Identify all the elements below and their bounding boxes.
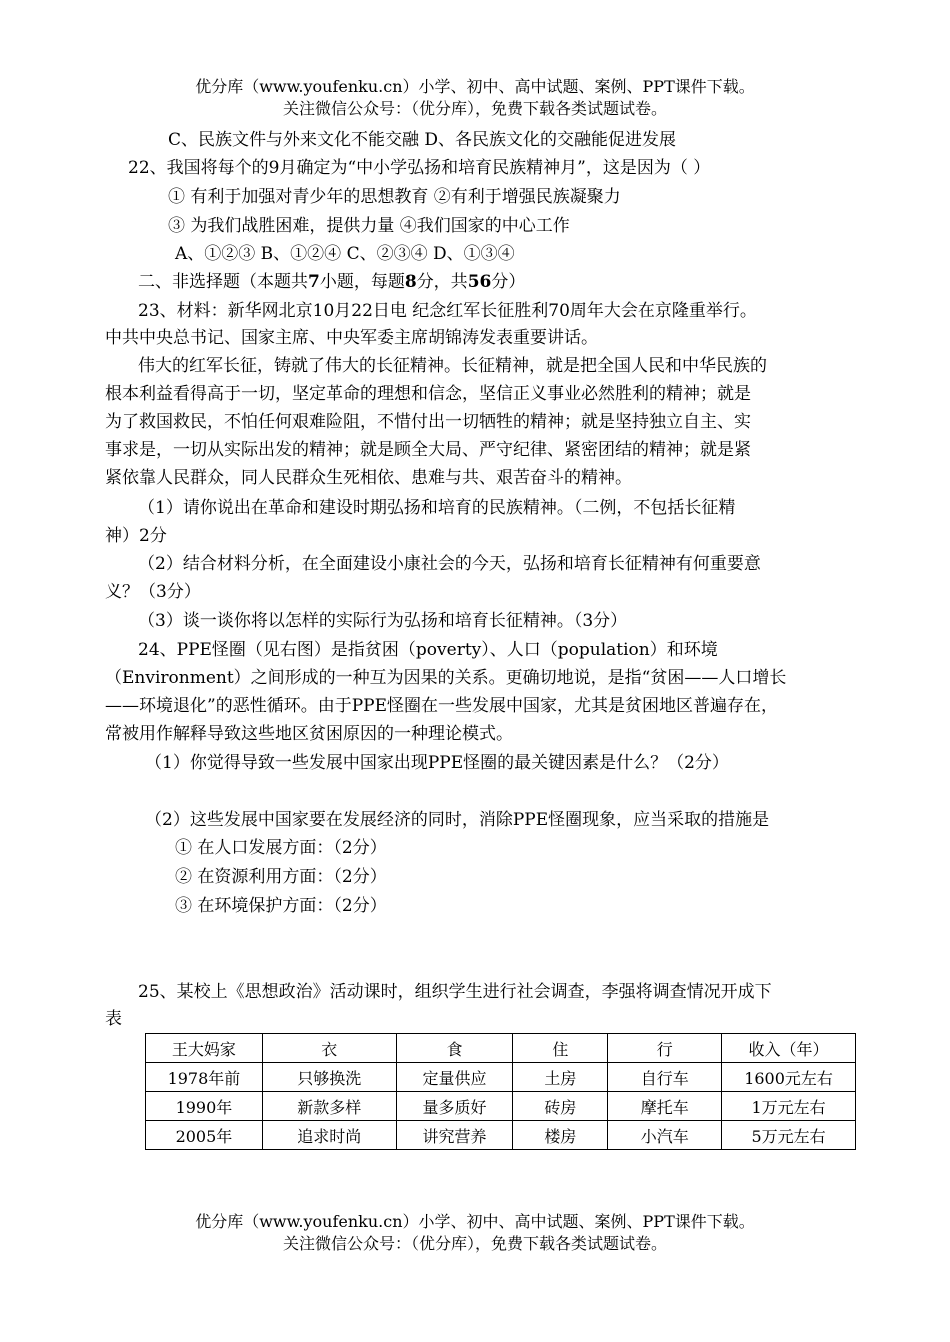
table-header-row — [146, 1034, 856, 1063]
q23-paragraph-line-2: 根本利益看得高于一切，坚定革命的理想和信念，坚信正义事业必然胜利的精神；就是 — [105, 384, 751, 404]
table-cell: 5万元左右 — [722, 1121, 856, 1150]
q23-sub3: （3）谈一谈你将以怎样的实际行为弘扬和培育长征精神。（3分） — [138, 611, 628, 631]
table-cell: 新款多样 — [262, 1092, 396, 1121]
q23-sub2-line-2: 义？（3分） — [105, 582, 201, 602]
q24-line-3: ——环境退化”的恶性循环。由于PPE怪圈在一些发展中国家，尤其是贫困地区普遍存在， — [105, 696, 778, 716]
survey-table — [145, 1033, 856, 1150]
q25-line-2: 表 — [105, 1009, 122, 1029]
q23-sub1-line-1: （1）请你说出在革命和建设时期弘扬和培育的民族精神。（二例，不包括长征精 — [138, 498, 736, 518]
table-header-cell: 住 — [513, 1034, 608, 1063]
table-cell: 1600元左右 — [722, 1063, 856, 1092]
table-cell: 1万元左右 — [722, 1092, 856, 1121]
table-header-cell: 王大妈家 — [146, 1034, 263, 1063]
table-header-cell: 衣 — [262, 1034, 396, 1063]
q23-paragraph-line-5: 紧依靠人民群众，同人民群众生死相依、患难与共、艰苦奋斗的精神。 — [105, 468, 632, 488]
q25-line-1: 25、某校上《思想政治》活动课时，组织学生进行社会调查，李强将调查情况开成下 — [138, 982, 772, 1002]
table-header-cell: 食 — [396, 1034, 513, 1063]
q22-choices: A、①②③ B、①②④ C、②③④ D、①③④ — [175, 244, 515, 264]
q24-option-3: ③ 在环境保护方面：（2分） — [175, 896, 387, 916]
table-header-cell: 收入（年） — [722, 1034, 856, 1063]
q24-line-4: 常被用作解释导致这些地区贫困原因的一种理论模式。 — [105, 724, 513, 744]
table-cell: 1978年前 — [146, 1063, 263, 1092]
footer-line-2: 关注微信公众号：（优分库），免费下载各类试题试卷。 — [282, 1234, 667, 1253]
table-cell: 定量供应 — [396, 1063, 513, 1092]
q24-option-2: ② 在资源利用方面：（2分） — [175, 867, 387, 887]
q24-line-2: （Environment）之间形成的一种互为因果的关系。更确切地说，是指“贫困——人口增长 — [105, 668, 787, 688]
table-cell: 小汽车 — [608, 1121, 722, 1150]
table-row — [146, 1092, 856, 1121]
table-cell: 2005年 — [146, 1121, 263, 1150]
q24-line-1: 24、PPE怪圈（见右图）是指贫困（poverty）、人口（population）和环境 — [138, 640, 718, 660]
q22-items-line-1: ① 有利于加强对青少年的思想教育 ②有利于增强民族凝聚力 — [168, 187, 621, 207]
q23-material-line-1: 23、材料：新华网北京10月22日电 纪念红军长征胜利70周年大会在京隆重举行。 — [138, 301, 757, 321]
header-line-1: 优分库（www.youfenku.cn）小学、初中、高中试题、案例、PPT课件下载。 — [195, 77, 755, 96]
table-cell: 追求时尚 — [262, 1121, 396, 1150]
q23-sub1-line-2: 神）2分 — [105, 526, 167, 546]
q23-paragraph-line-1: 伟大的红军长征，铸就了伟大的长征精神。长征精神，就是把全国人民和中华民族的 — [138, 356, 767, 376]
footer-line-1: 优分库（www.youfenku.cn）小学、初中、高中试题、案例、PPT课件下载。 — [195, 1212, 755, 1231]
section-2-heading: 二、非选择题（本题共7小题，每题8分，共56分） — [138, 272, 526, 292]
q23-paragraph-line-3: 为了救国救民，不怕任何艰难险阻，不惜付出一切牺牲的精神；就是坚持独立自主、实 — [105, 412, 751, 432]
table-cell: 自行车 — [608, 1063, 722, 1092]
table-cell: 1990年 — [146, 1092, 263, 1121]
table-cell: 砖房 — [513, 1092, 608, 1121]
q23-sub2-line-1: （2）结合材料分析，在全面建设小康社会的今天，弘扬和培育长征精神有何重要意 — [138, 554, 761, 574]
q23-material-line-2: 中共中央总书记、国家主席、中央军委主席胡锦涛发表重要讲话。 — [105, 328, 598, 348]
q22-stem: 22、我国将每个的9月确定为“中小学弘扬和培育民族精神月”，这是因为（ ） — [128, 158, 711, 178]
table-cell: 讲究营养 — [396, 1121, 513, 1150]
q24-sub1: （1）你觉得导致一些发展中国家出现PPE怪圈的最关键因素是什么？（2分） — [145, 753, 729, 773]
q21-options-cd: C、民族文件与外来文化不能交融 D、各民族文化的交融能促进发展 — [168, 130, 677, 150]
table-row — [146, 1063, 856, 1092]
q22-items-line-2: ③ 为我们战胜困难，提供力量 ④我们国家的中心工作 — [168, 216, 570, 236]
q24-sub2: （2）这些发展中国家要在发展经济的同时，消除PPE怪圈现象，应当采取的措施是 — [145, 810, 770, 830]
table-cell: 楼房 — [513, 1121, 608, 1150]
table-cell: 摩托车 — [608, 1092, 722, 1121]
table-row — [146, 1121, 856, 1150]
table-header-cell: 行 — [608, 1034, 722, 1063]
q23-paragraph-line-4: 事求是，一切从实际出发的精神；就是顾全大局、严守纪律、紧密团结的精神；就是紧 — [105, 440, 751, 460]
q24-option-1: ① 在人口发展方面：（2分） — [175, 838, 387, 858]
header-line-2: 关注微信公众号：（优分库），免费下载各类试题试卷。 — [282, 99, 667, 118]
table-cell: 量多质好 — [396, 1092, 513, 1121]
table-cell: 只够换洗 — [262, 1063, 396, 1092]
table-cell: 土房 — [513, 1063, 608, 1092]
